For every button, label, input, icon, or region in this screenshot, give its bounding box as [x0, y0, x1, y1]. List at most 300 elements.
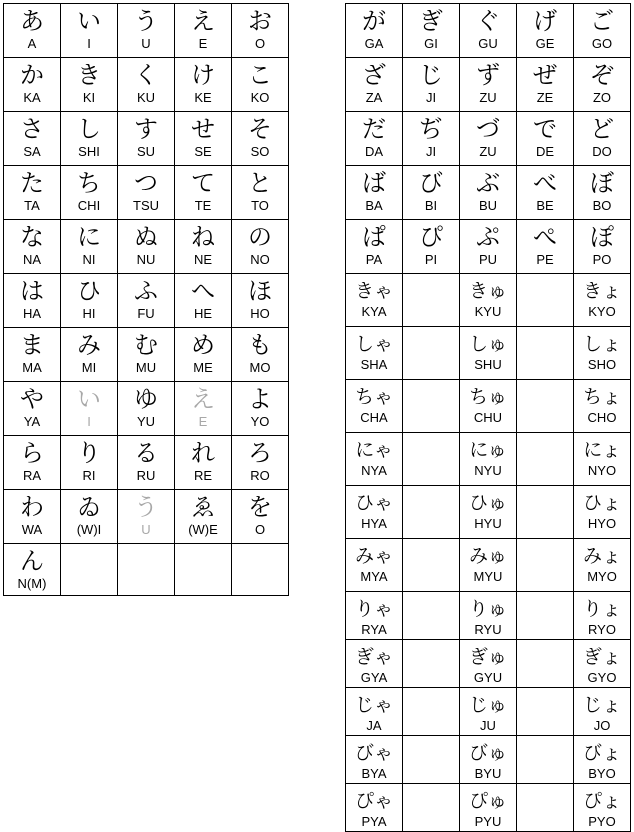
kana-cell — [232, 112, 289, 166]
kana-cell — [175, 4, 232, 58]
kana-cell — [460, 688, 517, 736]
kana-cell — [61, 382, 118, 436]
table-row — [346, 112, 631, 166]
romaji-label: NE — [193, 252, 213, 267]
kana-glyph: や — [20, 385, 44, 413]
table-row — [346, 736, 631, 784]
kana-cell — [346, 58, 403, 112]
romaji-label: HYO — [587, 516, 617, 531]
kana-glyph: ち — [77, 169, 101, 197]
romaji-label: GYO — [587, 670, 617, 685]
kana-cell — [574, 539, 631, 592]
empty-cell — [403, 640, 460, 688]
romaji-label: MYA — [360, 569, 388, 584]
hiragana-voiced-combo-table — [345, 3, 631, 832]
romaji-label: BE — [536, 198, 554, 213]
romaji-label: PO — [592, 252, 612, 267]
table-row — [346, 433, 631, 486]
kana-glyph: にゃ — [355, 439, 393, 461]
kana-glyph: え — [191, 7, 215, 35]
kana-cell — [346, 327, 403, 380]
kana-cell — [61, 58, 118, 112]
kana-glyph: み — [77, 331, 101, 359]
kana-cell — [460, 166, 517, 220]
empty-cell — [403, 592, 460, 640]
kana-glyph: む — [134, 331, 158, 359]
kana-glyph: びゃ — [354, 742, 393, 764]
kana-cell — [232, 220, 289, 274]
table-row — [346, 688, 631, 736]
kana-glyph: し — [77, 115, 101, 143]
kana-glyph: びょ — [582, 742, 621, 764]
romaji-label: E — [198, 414, 208, 429]
kana-cell — [574, 166, 631, 220]
kana-glyph: ざ — [362, 61, 386, 89]
kana-cell — [574, 784, 631, 832]
kana-glyph: みゃ — [354, 545, 393, 567]
kana-cell — [232, 490, 289, 544]
empty-cell — [403, 539, 460, 592]
kana-glyph: ぞ — [590, 61, 614, 89]
romaji-label: NO — [250, 252, 270, 267]
kana-cell — [460, 327, 517, 380]
kana-glyph: ぎ — [419, 7, 443, 35]
romaji-label: NI — [82, 252, 96, 267]
empty-cell — [517, 327, 574, 380]
table-row — [346, 4, 631, 58]
kana-glyph: ぴ — [419, 223, 443, 251]
kana-glyph: て — [191, 169, 215, 197]
kana-cell — [346, 486, 403, 539]
romaji-label: NA — [22, 252, 42, 267]
romaji-label: DE — [535, 144, 555, 159]
kana-cell — [346, 688, 403, 736]
kana-glyph: ほ — [248, 277, 272, 305]
kana-cell — [4, 58, 61, 112]
romaji-label: PU — [478, 252, 498, 267]
kana-glyph: びゅ — [468, 742, 507, 764]
romaji-label: DO — [592, 144, 612, 159]
kana-cell — [4, 544, 61, 596]
romaji-label: DA — [364, 144, 384, 159]
kana-cell — [232, 274, 289, 328]
kana-glyph: ひょ — [582, 492, 621, 514]
romaji-label: ZU — [479, 90, 497, 105]
empty-cell — [517, 736, 574, 784]
table-row — [346, 166, 631, 220]
romaji-label: WA — [21, 522, 43, 537]
romaji-label: BU — [478, 198, 498, 213]
kana-glyph: にょ — [583, 439, 621, 461]
kana-cell — [460, 58, 517, 112]
romaji-label: I — [87, 414, 91, 429]
romaji-label: GE — [535, 36, 555, 51]
kana-glyph: こ — [248, 61, 272, 89]
kana-cell — [175, 166, 232, 220]
kana-glyph: く — [134, 61, 158, 89]
kana-glyph: か — [20, 61, 44, 89]
romaji-label: I — [87, 36, 91, 51]
romaji-label: HO — [250, 306, 270, 321]
hiragana-basic-table — [3, 3, 289, 596]
romaji-label: YU — [136, 414, 156, 429]
romaji-label: KA — [23, 90, 41, 105]
table-row — [346, 274, 631, 327]
kana-glyph: ね — [191, 223, 215, 251]
romaji-label: PI — [424, 252, 438, 267]
kana-glyph: お — [248, 7, 272, 35]
table-row — [346, 220, 631, 274]
kana-glyph: き — [77, 61, 101, 89]
kana-glyph: ふ — [134, 277, 158, 305]
kana-cell — [517, 112, 574, 166]
kana-glyph: ず — [476, 61, 500, 89]
kana-glyph: みゅ — [468, 545, 507, 567]
kana-cell — [574, 640, 631, 688]
kana-glyph: ぶ — [476, 169, 500, 197]
romaji-label: JI — [425, 144, 437, 159]
romaji-label: ME — [193, 360, 213, 375]
romaji-label: RO — [250, 468, 270, 483]
kana-cell — [346, 112, 403, 166]
kana-glyph: は — [20, 277, 44, 305]
kana-glyph: ゑ — [191, 493, 215, 521]
kana-cell — [460, 640, 517, 688]
kana-glyph: で — [533, 115, 557, 143]
romaji-label: GYA — [360, 670, 388, 685]
empty-cell — [403, 380, 460, 433]
kana-cell — [346, 592, 403, 640]
kana-cell — [61, 112, 118, 166]
kana-cell — [574, 688, 631, 736]
kana-cell — [460, 112, 517, 166]
romaji-label: FU — [137, 306, 155, 321]
kana-cell — [61, 274, 118, 328]
romaji-label: SHI — [78, 144, 100, 159]
kana-cell — [346, 433, 403, 486]
table-row — [4, 166, 289, 220]
kana-cell — [175, 220, 232, 274]
kana-glyph: りゃ — [354, 598, 393, 620]
romaji-label: TSU — [133, 198, 159, 213]
kana-cell — [346, 380, 403, 433]
romaji-label: MA — [22, 360, 42, 375]
empty-cell — [517, 486, 574, 539]
kana-glyph: れ — [191, 439, 215, 467]
empty-cell — [403, 784, 460, 832]
romaji-label: MYU — [473, 569, 503, 584]
kana-cell — [460, 784, 517, 832]
table-row — [4, 220, 289, 274]
kana-glyph: ぼ — [590, 169, 614, 197]
romaji-label: GA — [364, 36, 384, 51]
kana-glyph: に — [77, 223, 101, 251]
kana-cell — [346, 736, 403, 784]
kana-cell — [574, 433, 631, 486]
empty-cell — [517, 380, 574, 433]
kana-glyph: ひゃ — [354, 492, 393, 514]
kana-glyph: げ — [533, 7, 557, 35]
romaji-label: NYU — [474, 463, 502, 478]
romaji-label: BYU — [474, 766, 502, 781]
romaji-label: JI — [425, 90, 437, 105]
romaji-label: YO — [250, 414, 270, 429]
kana-glyph: ぴょ — [582, 790, 621, 812]
table-row — [4, 112, 289, 166]
romaji-label: KI — [82, 90, 96, 105]
romaji-label: RU — [136, 468, 156, 483]
table-row — [4, 58, 289, 112]
table-row — [4, 544, 289, 596]
kana-glyph: づ — [476, 115, 500, 143]
empty-cell — [403, 688, 460, 736]
romaji-label: O — [254, 36, 266, 51]
kana-cell — [517, 166, 574, 220]
romaji-label: SU — [136, 144, 156, 159]
kana-cell — [118, 382, 175, 436]
table-row — [4, 328, 289, 382]
kana-glyph: ぐ — [476, 7, 500, 35]
kana-glyph: び — [419, 169, 443, 197]
kana-cell — [574, 58, 631, 112]
kana-cell — [574, 274, 631, 327]
romaji-label: SHU — [474, 357, 502, 372]
kana-cell — [460, 736, 517, 784]
kana-glyph: ま — [20, 331, 44, 359]
kana-cell — [4, 490, 61, 544]
romaji-label: HE — [193, 306, 213, 321]
kana-cell — [460, 433, 517, 486]
romaji-label: (W)E — [188, 522, 218, 537]
romaji-label: RYO — [588, 622, 616, 637]
kana-glyph: ぴゃ — [354, 790, 393, 812]
kana-glyph: きょ — [582, 280, 621, 302]
kana-cell — [175, 490, 232, 544]
romaji-label: PYU — [474, 814, 502, 829]
romaji-label: HI — [82, 306, 96, 321]
romaji-label: GO — [591, 36, 613, 51]
romaji-label: E — [198, 36, 208, 51]
kana-cell — [346, 274, 403, 327]
kana-cell — [175, 382, 232, 436]
romaji-label: KU — [136, 90, 156, 105]
kana-glyph: りょ — [582, 598, 621, 620]
kana-cell — [4, 436, 61, 490]
romaji-label: ZO — [592, 90, 612, 105]
empty-cell — [232, 544, 289, 596]
romaji-label: PA — [365, 252, 383, 267]
kana-glyph: ぎょ — [582, 646, 621, 668]
kana-glyph: ぽ — [590, 223, 614, 251]
romaji-label: NU — [136, 252, 156, 267]
kana-cell — [403, 166, 460, 220]
kana-cell — [460, 4, 517, 58]
kana-glyph: ゆ — [134, 385, 158, 413]
romaji-label: HYU — [474, 516, 502, 531]
kana-cell — [118, 58, 175, 112]
table-row — [346, 784, 631, 832]
empty-cell — [403, 433, 460, 486]
kana-glyph: ぜ — [533, 61, 557, 89]
kana-glyph: う — [134, 493, 158, 521]
kana-cell — [175, 274, 232, 328]
kana-cell — [61, 328, 118, 382]
kana-glyph: ぱ — [362, 223, 386, 251]
table-row — [4, 4, 289, 58]
romaji-label: SE — [194, 144, 212, 159]
empty-cell — [403, 736, 460, 784]
table-row — [4, 436, 289, 490]
romaji-label: JO — [593, 718, 611, 733]
kana-cell — [403, 112, 460, 166]
romaji-label: TA — [24, 198, 40, 213]
romaji-label: SO — [250, 144, 270, 159]
empty-cell — [403, 327, 460, 380]
kana-glyph: ひ — [77, 277, 101, 305]
table-row — [4, 274, 289, 328]
table-row — [346, 592, 631, 640]
kana-cell — [232, 166, 289, 220]
kana-cell — [574, 592, 631, 640]
kana-cell — [574, 380, 631, 433]
kana-glyph: め — [191, 331, 215, 359]
kana-glyph: わ — [20, 493, 44, 521]
table-row — [346, 486, 631, 539]
kana-cell — [61, 4, 118, 58]
kana-cell — [118, 112, 175, 166]
kana-glyph: ゐ — [77, 493, 101, 521]
kana-glyph: ぺ — [533, 223, 557, 251]
kana-glyph: ぎゃ — [354, 646, 393, 668]
kana-cell — [460, 220, 517, 274]
kana-cell — [118, 436, 175, 490]
kana-cell — [175, 328, 232, 382]
romaji-label: SA — [23, 144, 41, 159]
kana-cell — [517, 4, 574, 58]
kana-glyph: ん — [20, 547, 44, 575]
romaji-label: U — [141, 522, 151, 537]
kana-cell — [175, 112, 232, 166]
romaji-label: MU — [135, 360, 157, 375]
kana-glyph: きゅ — [468, 280, 507, 302]
romaji-label: KYU — [474, 304, 502, 319]
kana-glyph: じょ — [582, 694, 621, 716]
kana-cell — [517, 58, 574, 112]
kana-glyph: ちょ — [582, 386, 621, 408]
kana-glyph: え — [191, 385, 215, 413]
romaji-label: RYA — [361, 622, 387, 637]
kana-glyph: そ — [248, 115, 272, 143]
empty-cell — [517, 688, 574, 736]
kana-cell — [118, 328, 175, 382]
romaji-label: JA — [366, 718, 382, 733]
kana-glyph: も — [248, 331, 272, 359]
kana-glyph: ちゅ — [468, 386, 507, 408]
kana-cell — [460, 380, 517, 433]
kana-cell — [232, 4, 289, 58]
romaji-label: CHA — [360, 410, 388, 425]
romaji-label: BYA — [361, 766, 387, 781]
kana-glyph: にゅ — [469, 439, 507, 461]
table-row — [346, 380, 631, 433]
romaji-label: CHO — [587, 410, 617, 425]
kana-glyph: りゅ — [468, 598, 507, 620]
kana-glyph: い — [77, 385, 101, 413]
empty-cell — [517, 433, 574, 486]
table-row — [346, 539, 631, 592]
romaji-label: O — [254, 522, 266, 537]
kana-cell — [4, 274, 61, 328]
kana-cell — [232, 58, 289, 112]
kana-cell — [118, 4, 175, 58]
romaji-label: SHO — [587, 357, 617, 372]
empty-cell — [403, 486, 460, 539]
kana-glyph: よ — [248, 385, 272, 413]
romaji-label: PE — [536, 252, 554, 267]
table-row — [346, 327, 631, 380]
kana-glyph: た — [20, 169, 44, 197]
romaji-label: CHU — [473, 410, 503, 425]
empty-cell — [517, 640, 574, 688]
empty-cell — [517, 539, 574, 592]
kana-glyph: ば — [362, 169, 386, 197]
kana-glyph: ひゅ — [468, 492, 507, 514]
kana-cell — [61, 436, 118, 490]
kana-cell — [346, 640, 403, 688]
kana-cell — [175, 436, 232, 490]
empty-cell — [175, 544, 232, 596]
romaji-label: KO — [250, 90, 270, 105]
romaji-label: ZE — [536, 90, 554, 105]
romaji-label: KYO — [588, 304, 616, 319]
kana-cell — [118, 490, 175, 544]
kana-cell — [574, 327, 631, 380]
kana-glyph: だ — [362, 115, 386, 143]
kana-cell — [232, 382, 289, 436]
kana-cell — [4, 112, 61, 166]
empty-cell — [517, 274, 574, 327]
romaji-label: SHA — [360, 357, 388, 372]
kana-cell — [346, 4, 403, 58]
romaji-label: NYA — [361, 463, 387, 478]
romaji-label: RE — [193, 468, 213, 483]
kana-glyph: り — [77, 439, 101, 467]
kana-glyph: きゃ — [354, 280, 393, 302]
kana-cell — [574, 220, 631, 274]
kana-cell — [232, 436, 289, 490]
kana-cell — [574, 4, 631, 58]
kana-glyph: べ — [533, 169, 557, 197]
romaji-label: KYA — [361, 304, 387, 319]
romaji-label: RYU — [474, 622, 502, 637]
kana-glyph: ろ — [248, 439, 272, 467]
kana-cell — [346, 539, 403, 592]
kana-cell — [460, 592, 517, 640]
empty-cell — [61, 544, 118, 596]
kana-glyph: を — [248, 493, 272, 521]
romaji-label: A — [27, 36, 37, 51]
romaji-label: ZA — [365, 90, 383, 105]
kana-cell — [346, 166, 403, 220]
kana-glyph: る — [134, 439, 158, 467]
kana-cell — [4, 382, 61, 436]
kana-cell — [232, 328, 289, 382]
empty-cell — [403, 274, 460, 327]
romaji-label: ZU — [479, 144, 497, 159]
kana-glyph: い — [77, 7, 101, 35]
kana-cell — [4, 166, 61, 220]
romaji-label: PYA — [361, 814, 387, 829]
